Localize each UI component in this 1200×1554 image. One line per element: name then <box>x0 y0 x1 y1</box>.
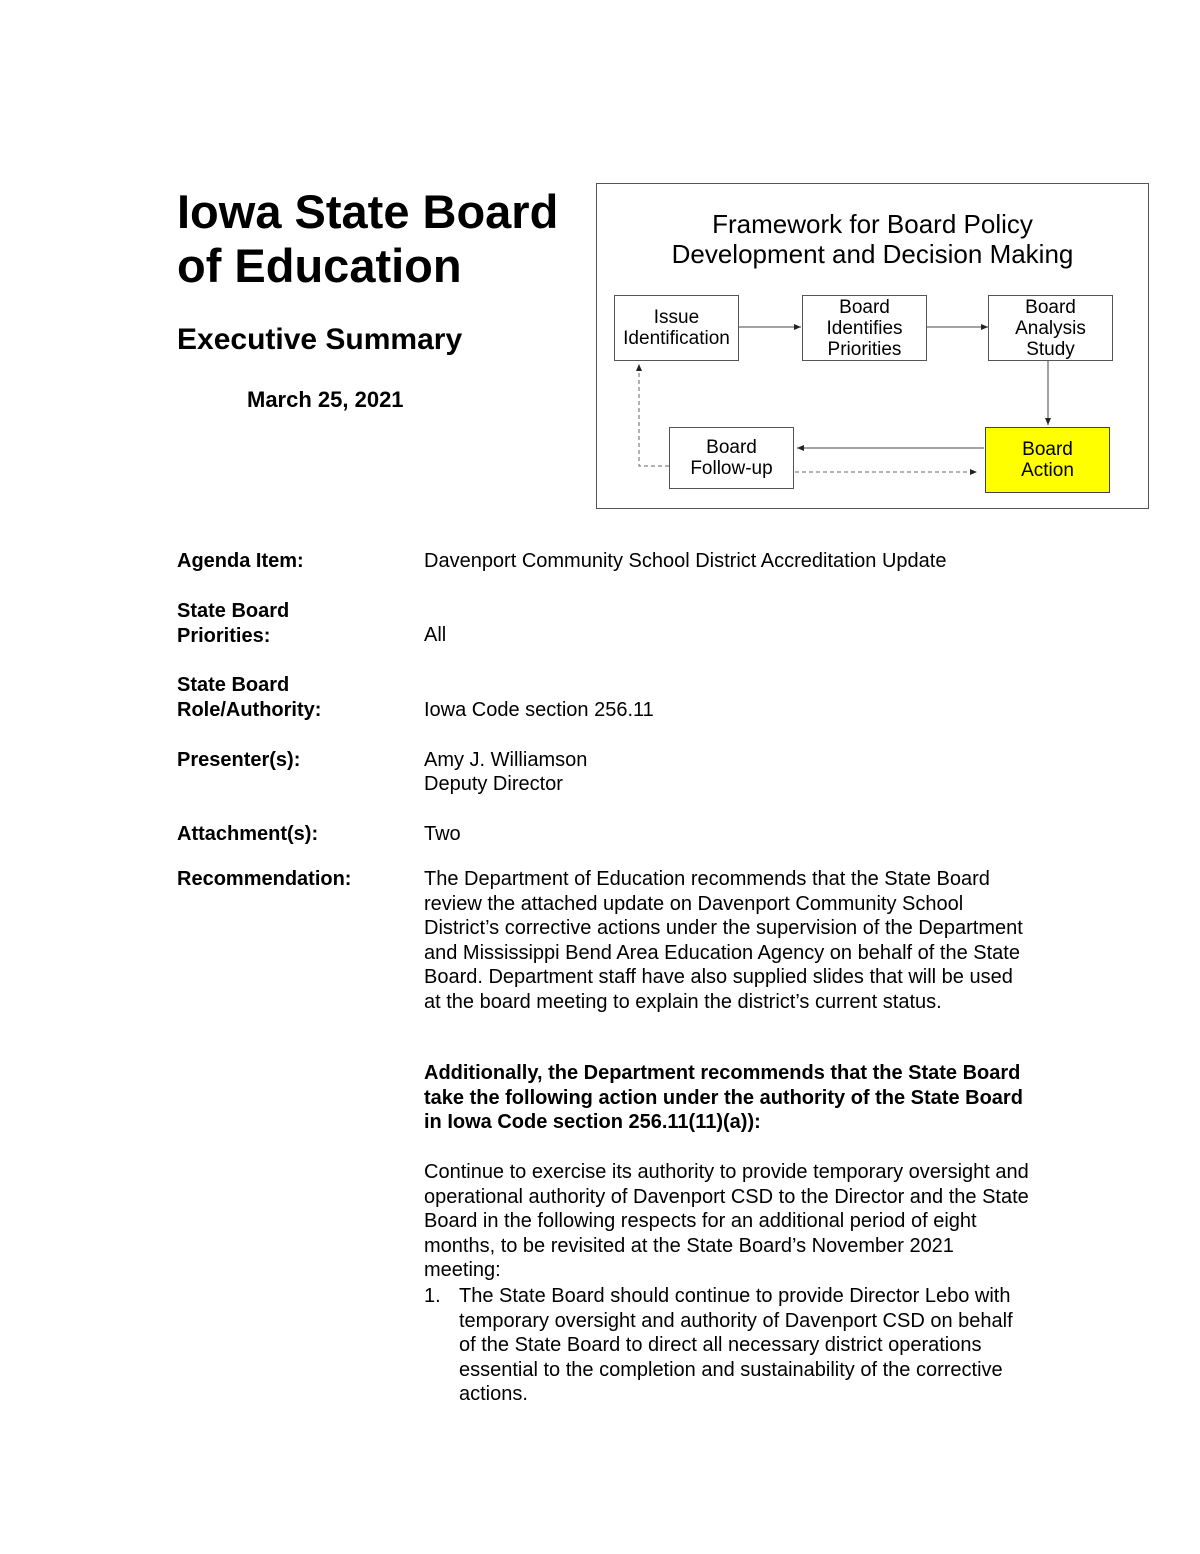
step-board-analysis-study: Board Analysis Study <box>988 295 1113 361</box>
framework-title: Framework for Board Policy Development and Decision Making <box>671 209 1074 269</box>
role-authority-label: State Board Role/Authority: <box>177 674 322 721</box>
document-subtitle: Executive Summary <box>177 323 463 356</box>
page-title: Iowa State Board of Education <box>177 185 559 292</box>
priorities-value: All <box>424 624 447 646</box>
presenter-title: Deputy Director <box>424 773 563 795</box>
role-authority-value: Iowa Code section 256.11 <box>424 699 654 721</box>
step-issue-identification: Issue Identification <box>614 295 739 361</box>
arrow-followup-to-issue <box>639 364 669 466</box>
additional-recommendation-paragraph: Additionally, the Department recommends that the State Board take the following action under the authority of the State Board in Iowa Code section 256.11(11)(a)): <box>424 1062 1023 1134</box>
oversight-paragraph: Continue to exercise its authority to provide temporary oversight and operational authority of Davenport CSD to the Director and the State Board in the following respects for an additional period of eight months, to be revisited at the State Board’s November 2021 meeting: <box>424 1161 1029 1282</box>
list-item-text: The State Board should continue to provide Director Lebo with temporary oversight and authority of Davenport CSD on behalf of the State Board to direct all necessary district operations essential to the completion and sustainability of the corrective actions. <box>459 1285 1013 1406</box>
agenda-item-label: Agenda Item: <box>177 550 304 572</box>
step-board-action: Board Action <box>985 427 1110 493</box>
recommendation-label: Recommendation: <box>177 868 352 890</box>
document-date: March 25, 2021 <box>247 387 404 412</box>
framework-diagram <box>596 183 1149 509</box>
agenda-item-value: Davenport Community School District Accreditation Update <box>424 550 947 572</box>
step-board-follow-up: Board Follow-up <box>669 427 794 489</box>
presenter-label: Presenter(s): <box>177 749 301 771</box>
attachments-value: Two <box>424 823 461 845</box>
recommendation-paragraph: The Department of Education recommends that the State Board review the attached update on Davenport Community School District’s corrective actions under the supervision of the Department and Mississippi Bend Area Education Agency on behalf of the State Board. Department staff have also supplied slides that will be used at the board meeting to explain the district’s current status. <box>424 868 1023 1013</box>
priorities-label: State Board Priorities: <box>177 600 290 647</box>
list-item-number: 1. <box>424 1285 441 1307</box>
presenter-name: Amy J. Williamson <box>424 749 588 771</box>
step-board-identifies-priorities: Board Identifies Priorities <box>802 295 927 361</box>
attachments-label: Attachment(s): <box>177 823 319 845</box>
